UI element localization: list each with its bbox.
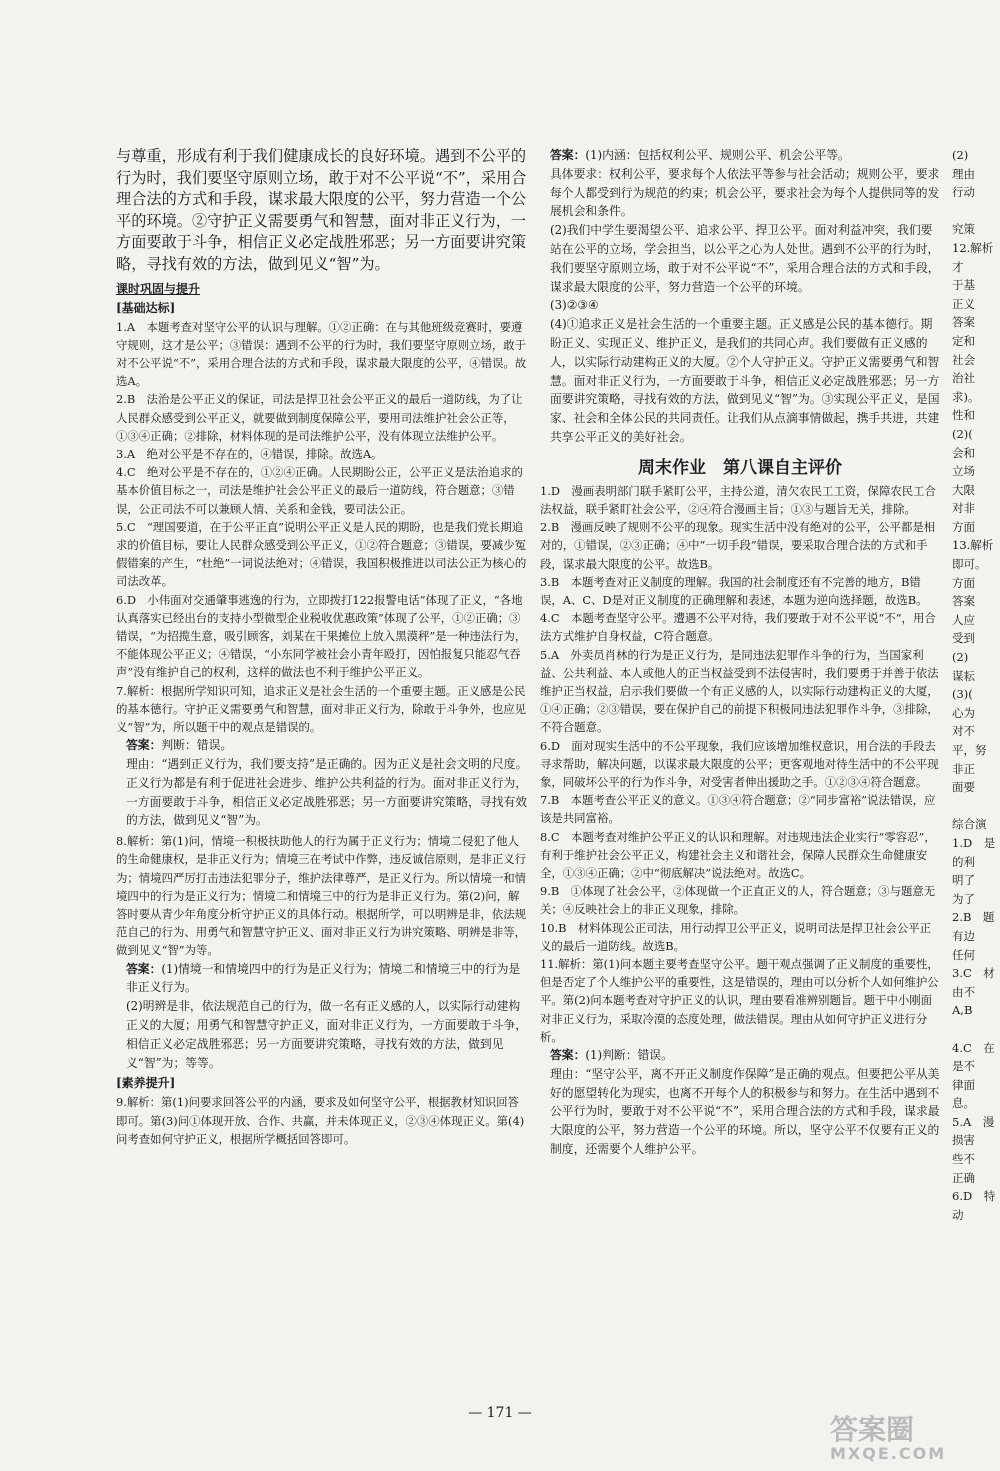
cropped-line-fragment: 非正 [952, 761, 975, 776]
cropped-line-fragment [952, 1020, 1000, 1039]
question-item: 1.D 漫画表明部门联手紧盯公平，主持公道，清欠农民工工资，保障农民工合法权益，联手紧盯社会公平，②④符合漫画主旨；①③与题旨无关，排除。 [540, 483, 936, 516]
cropped-line-fragment: 任何 [952, 947, 975, 962]
cropped-line-fragment: 于基 [952, 278, 975, 293]
cropped-line-fragment: 12.解析 [952, 240, 994, 255]
question-item: 8.解析：第(1)问，情境一积极扶助他人的行为属于正义行为；情境二侵犯了他人的生命健康权，是非正义行为；情境三在考试中作弊，违反诚信原则，是非正义行为；情境四严厉打击违法犯罪分子，维护法律尊严，是正义行为。所以情境一和情境四中的行为是正义行为；情境二和情境三中的行为是非正义行为。第(2)问，解答时要从青少年角度分析守护正义的具体行动。根据所学，可以明辨是非，依法规范自己的行为、用勇气和智慧守护正义、面对非正义行为讲究策略、明辨是非等，做到见义“智”为等。 [116, 834, 527, 958]
cropped-line-fragment: 综合演 [952, 817, 987, 832]
cropped-line-fragment: A,B [952, 1003, 973, 1018]
cropped-line-fragment: (2)( [952, 426, 973, 441]
answer-line: (4)①追求正义是社会生活的一个重要主题。正义感是公民的基本德行。期盼正义、实现正义、维护正义，是我们的共同心声。我们要做有正义感的人，以实际行动建构正义的大厦。②个人守护正义。守护正义需要勇气和智慧。面对非正义行为，一方面要敢于斗争，相信正义必定战胜邪恶；另一方面要讲究策略，寻找有效的方法，做到见义“智”为。③实现公平正义，是国家、社会和全体公民的共同责任。让我们从点滴事情做起，携手共进，共建共享公平正义的美好社会。 [550, 317, 940, 444]
cropped-line-fragment: 些不 [952, 1152, 975, 1167]
weekend-homework-heading: 周末作业 第八课自主评价 [638, 457, 842, 478]
answer-line: (3)②③④ [550, 298, 599, 313]
question-item: 3.A 绝对公平是不存在的，④错误，排除。故选A。 [116, 446, 383, 461]
cropped-line-fragment: 即可。 [952, 557, 987, 572]
cropped-line-fragment: 3.C 材 [952, 966, 995, 981]
question-item: 4.C 绝对公平是不存在的，①②④正确。人民期盼公正，公平正义是法治追求的基本价值目标之一，司法是维护社会公平正义的最后一道防线，符合题意；③错误，公正司法不可以兼顾人情、关系和金钱，要司法公正。 [116, 465, 523, 516]
cropped-line-fragment: 究策 [952, 222, 975, 237]
answer-label: 答案： [550, 1048, 586, 1063]
answer-line [116, 960, 528, 998]
subsection-basic: [基础达标] [116, 300, 176, 315]
cropped-line-fragment: 立场 [952, 464, 975, 479]
question-item: 4.C 本题考查坚守公平。遭遇不公平对待，我们要敢于对不公平说“不”，用合法方式维护自身权益，C符合题意。 [540, 611, 936, 644]
cropped-line-fragment: 谋耘 [952, 668, 975, 683]
cropped-line-fragment: 的利 [952, 854, 975, 869]
answer-label: 答案： [126, 738, 162, 753]
cropped-line-fragment: 理由 [952, 166, 975, 181]
question-item: 3.B 本题考查对正义制度的理解。我国的社会制度还有不完善的地方，B错误，A、C、D是对正义制度的正确理解和表述，本题为逆向选择题，故选B。 [540, 574, 928, 607]
cropped-line-fragment: 求)。 [952, 389, 980, 404]
answer-block [540, 146, 940, 447]
question-item: 1.A 本题考查对坚守公平的认识与理解。①②正确：在与其他班级竞赛时，要遵守规则，这才是公平；③错误：遇到不公平的行为时，我们要坚守原则立场，敢于对不公平说“不”，采用合理合法的方式和手段，谋求最大限度的公平，④错误。故选A。 [116, 319, 527, 389]
lead-paragraph: 与尊重，形成有利于我们健康成长的良好环境。遇到不公平的行为时，我们要坚守原则立场，敢于对不公平说“不”，采用合理合法的方式和手段，谋求最大限度的公平，努力营造一个公平的环境。②守护正义需要勇气和智慧，面对非正义行为，一方面要敢于斗争，相信正义必定战胜邪恶；另一方面要讲究策略，寻找有效的方法，做到见义“智”为。 [116, 147, 527, 273]
question-item: 9.B ①体现了社会公平，②体现做一个正直正义的人，符合题意；③与题意无关；④反映社会上的非正义现象，排除。 [540, 884, 936, 917]
question-item: 6.D 面对现实生活中的不公平现象，我们应该增加维权意识，用合法的手段去寻求帮助，解决问题，以谋求最大限度的公平；更客观地对待生活中的不公平现象，同破坏公平的行为作斗争，对受害者伸出援助之手。①②③④符合题意。 [540, 738, 939, 789]
cropped-line-fragment: 13.解析 [952, 538, 994, 553]
question-item: 6.D 小伟面对交通肇事逃逸的行为，立即拨打122报警电话”体现了正义，“各地认真落实已经出台的支持小型微型企业税收优惠政策”体现了公平，①②正确；③错误，“为招揽生意，吸引顾客，刘某在干果摊位上放入黑漠秤”是一种违法行为，不能体现公平正义；④错误，“小东同学被社会小青年殴打，因怕报复只能忍气吞声”没有维护自己的权利，这样的做法也不利于维护公平正义。 [116, 592, 527, 680]
cropped-line-fragment: 有边 [952, 928, 975, 943]
watermark-url: MXQE.COM [830, 1444, 947, 1463]
answer-text: (1)内涵：包括权利公平、规则公平、机会公平等。 [585, 148, 850, 162]
cropped-line-fragment [952, 202, 1000, 221]
cropped-line-fragment: (2) [952, 148, 969, 162]
cropped-line-fragment: 对不 [952, 724, 975, 739]
question-item: 7.B 本题考查公平正义的意义。①③④符合题意；②“同步富裕”说法错误，应该是共同富裕。 [540, 793, 936, 826]
answer-line: 理由：“遇到正义行为，我们要支持”是正确的。因为正义是社会文明的尺度。正义行为都是有利于促进社会进步、维护公共利益的行为。面对非正义行为，一方面要敢于斗争，相信正义必定战胜邪恶；另一方面要讲究策略，寻找有效的方法，做到见义“智”为。 [126, 757, 528, 828]
cropped-line-fragment: 对非 [952, 501, 975, 516]
answer-line: 理由：“坚守公平，离不开正义制度作保障”是正确的观点。但要把公平从美好的愿望转化为现实，也离不开每个人的积极参与和努力。在生活中遇到不公平行为时，要敢于对不公平说“不”，采用合理合法的方式和手段，谋求最大限度的公平，努力营造一个公平的环境。所以，坚守公平不仅要有正义的制度，还需要个人维护公平。 [550, 1066, 940, 1157]
cropped-line-fragment: 正确 [952, 1170, 975, 1185]
cropped-line-fragment: 行动 [952, 185, 975, 200]
cropped-line-fragment: 社会 [952, 352, 975, 367]
cropped-line-fragment: 6.D 特 [952, 1189, 996, 1204]
cropped-line-fragment: (2) [952, 650, 969, 665]
question-item: 2.B 漫画反映了规则不公平的现象。现实生活中没有绝对的公平，公平都是相对的，①错误，②③正确；④中“一切手段”错误，要采取合理合法的方式和手段，谋求最大限度的公平。故选B。 [540, 520, 936, 571]
watermark-text: 答案圈 [830, 1413, 915, 1446]
cropped-line-fragment: 心为 [952, 705, 975, 720]
cropped-line-fragment: 面要 [952, 780, 975, 795]
question-item: 2.B 法治是公平正义的保证，司法是捍卫社会公平正义的最后一道防线，为了让人民群众感受到公平正义，就要做到制度保障公平，要用司法维护社会公正等，①③④正确；②排除，材料体现的是司法维护公平，没有体现立法维护公平。 [116, 392, 523, 443]
question-item: 5.A 外卖员肖林的行为是正义行为，是同违法犯罪作斗争的行为，当国家利益、公共利益、本人或他人的正当权益受到不法侵害时，我们要勇于并善于依法维护正当权益，启示我们要做一个有正义感的人，以实际行动建构正义的大厦，①④正确；②③错误，要在保护自己的前提下积极同违法犯罪作斗争，③排除，不符合题意。 [540, 647, 939, 735]
answer-text: (1)情境一和情境四中的行为是正义行为；情境二和情境三中的行为是非正义行为。 [126, 961, 521, 995]
middle-column [540, 146, 940, 1161]
question-item: 7.解析：根据所学知识可知，追求正义是社会生活的一个重要主题。正义感是公民的基本德行。守护正义需要勇气和智慧，面对非正义行为，除敢于斗争外，也应见义“智”为，所以题干中的观点是错误的。 [116, 683, 527, 735]
cropped-line-fragment: 息。 [952, 1096, 975, 1111]
cropped-line-fragment: 大限 [952, 482, 975, 497]
cropped-line-fragment: 由不 [952, 984, 975, 999]
cropped-line-fragment: 方面 [952, 575, 975, 590]
question-item: 11.解析：第(1)问本题主要考查坚守公平。题干观点强调了正义制度的重要性，但是否定了个人维护公平的重要性，这是错误的，理由可以分析个人如何维护公平。第(2)问本题考查对守护正义的认识，理由要看准辨别题旨。题干中小刚面对非正义行为，采取冷漠的态度处理，做法错误。理由从如何守护正义进行分析。 [540, 957, 939, 1044]
cropped-line-fragment: 性和 [952, 408, 975, 423]
question-item: 9.解析：第(1)问要求回答公平的内涵，要求及如何坚守公平，根据教材知识回答即可。第(3)问①体现开放、合作、共赢，并未体现正义，②③④体现正义。第(4)问考查如何守护正义，根据所学概括回答即可。 [116, 1095, 525, 1146]
cropped-line-fragment: 正义 [952, 296, 975, 311]
question-item: 5.C “理国要道，在于公平正直”说明公平正义是人民的期盼，也是我们党长期追求的价值目标，要让人民群众感受到公平正义，①②符合题意；③错误，要减少冤假错案的产生，“杜绝”一词说法绝对；④错误，我国积极推进以司法公正为核心的司法改革。 [116, 519, 527, 589]
cropped-line-fragment: 是不 [952, 1059, 975, 1074]
answer-block [116, 736, 528, 830]
right-column-cropped [952, 146, 1000, 1406]
cropped-line-fragment: 1.D 是 [952, 835, 996, 850]
answer-line: (2)我们中学生要渴望公平、追求公平、捍卫公平。面对利益冲突，我们要站在公平的立场，学会担当，以公平之心为人处世。遇到不公平的行为时，我们要坚守原则立场，敢于对不公平说“不”，采用合理合法的方式和手段，谋求最大限度的公平，努力营造一个公平的环境。 [550, 223, 940, 294]
cropped-line-fragment: 明了 [952, 873, 975, 888]
answer-line [540, 1046, 940, 1065]
answer-text: 判断：错误。 [161, 738, 233, 753]
answer-label: 答案： [550, 148, 586, 162]
cropped-line-fragment: 治社 [952, 371, 975, 386]
cropped-line-fragment: 5.A 漫 [952, 1114, 995, 1129]
answer-line [540, 146, 940, 165]
answer-block [540, 1046, 940, 1159]
answer-block [116, 960, 528, 1073]
page-number: — 171 — [468, 1405, 532, 1421]
cropped-line-fragment: 损害 [952, 1133, 975, 1148]
cropped-line-fragment: 4.C 在 [952, 1040, 995, 1055]
answer-label: 答案： [126, 961, 162, 976]
cropped-line-fragment: 动 [952, 1207, 964, 1222]
subsection-advanced: [素养提升] [116, 1076, 176, 1091]
answer-line: (2)明辨是非，依法规范自己的行为，做一名有正义感的人，以实际行动建构正义的大厦；用勇气和智慧守护正义，面对非正义行为，一方面要敢于斗争，相信正义必定战胜邪恶；另一方面要讲究策略，寻找有效的方法，做到见义“智”为；等等。 [126, 999, 528, 1070]
answer-text: (1)判断：错误。 [585, 1048, 673, 1063]
cropped-line-fragment: 才 [952, 259, 964, 274]
cropped-line-fragment: 律面 [952, 1077, 975, 1092]
cropped-line-fragment: 答案 [952, 315, 975, 330]
cropped-line-fragment: 人应 [952, 612, 975, 627]
section-title: 课时巩固与提升 [116, 281, 201, 296]
question-item: 8.C 本题考查对维护公平正义的认识和理解。对违规违法企业实行“零容忍”，有利于维护社会公平正义，构建社会主义和谐社会，保障人民群众生命健康安全，①③④正确；②中“彻底解决”说法绝对。故选C。 [540, 829, 936, 881]
question-item: 10.B 材料体现公正司法，用行动捍卫公平正义，说明司法是捍卫社会公平正义的最后一道防线。故选B。 [540, 920, 931, 953]
cropped-line-fragment: 定和 [952, 333, 975, 348]
cropped-line-fragment: 为了 [952, 891, 975, 906]
cropped-line-fragment: 2.B 题 [952, 910, 995, 925]
cropped-line-fragment: 受到 [952, 631, 975, 646]
cropped-line-fragment: 平，努 [952, 743, 987, 757]
left-column [116, 146, 528, 1148]
cropped-line-fragment: 答案 [952, 594, 975, 609]
cropped-line-fragment: 方面 [952, 519, 975, 534]
cropped-line-fragment: 会和 [952, 445, 975, 460]
cropped-line-fragment: (3)( [952, 687, 973, 702]
watermark-logo [830, 1413, 947, 1466]
cropped-line-fragment [952, 797, 1000, 816]
answer-line: 具体要求：权利公平，要求每个人依法平等参与社会活动；规则公平，要求每个人都受到行为规范的约束；机会公平，要求社会为每个人提供同等的发展机会和条件。 [550, 166, 940, 219]
answer-line [116, 736, 528, 755]
